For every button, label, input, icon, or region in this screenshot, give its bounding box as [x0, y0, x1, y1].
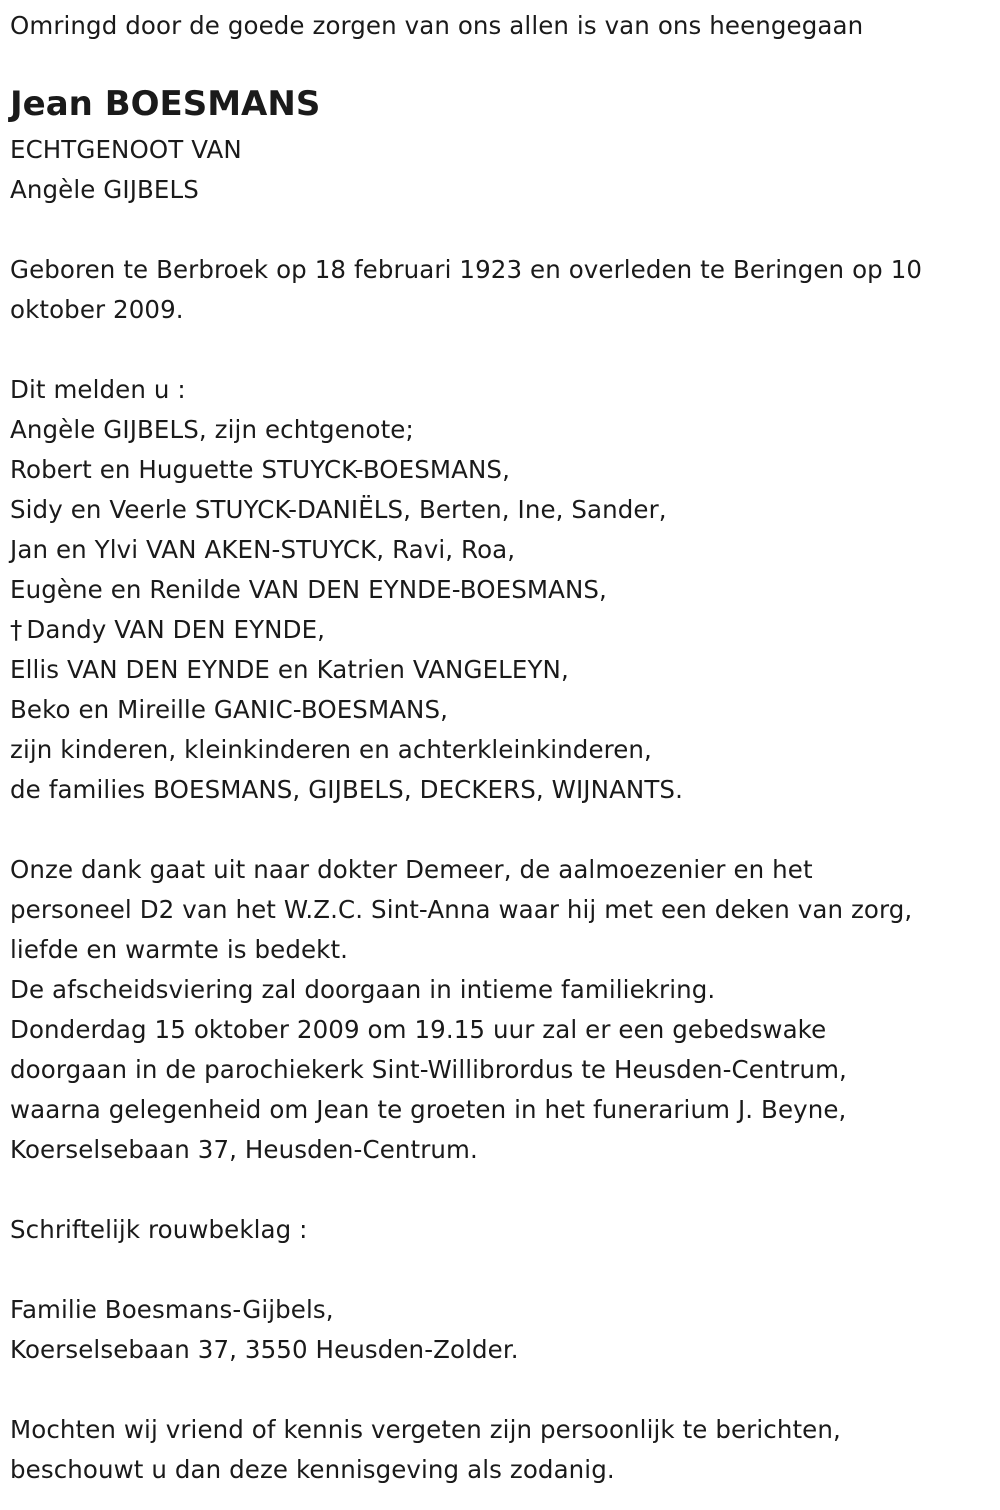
birth-death-line: oktober 2009. [10, 295, 184, 324]
spouse-label: ECHTGENOOT VAN [10, 135, 242, 164]
thanks-line: waarna gelegenheid om Jean te groeten in het funerarium J. Beyne, [10, 1095, 847, 1124]
deceased-relative-name: Dandy VAN DEN EYNDE, [26, 615, 326, 644]
announcer-line: Beko en Mireille GANIC-BOESMANS, [10, 695, 449, 724]
death-notice [10, 0, 995, 1490]
spacer [10, 1370, 995, 1410]
intro-text: Omringd door de goede zorgen van ons allen is van ons heengegaan [10, 11, 864, 40]
closing-line: beschouwt u dan deze kennisgeving als zodanig. [10, 1455, 615, 1484]
address-line: Koerselsebaan 37, 3550 Heusden-Zolder. [10, 1335, 519, 1364]
thanks-line: Onze dank gaat uit naar dokter Demeer, de aalmoezenier en het [10, 855, 813, 884]
thanks-line: Koerselsebaan 37, Heusden-Centrum. [10, 1135, 478, 1164]
announcer-line: Eugène en Renilde VAN DEN EYNDE-BOESMANS, [10, 575, 607, 604]
announcer-line: de families BOESMANS, GIJBELS, DECKERS, WIJNANTS. [10, 775, 683, 804]
spouse-name: Angèle GIJBELS [10, 175, 199, 204]
announcer-line: Jan en Ylvi VAN AKEN-STUYCK, Ravi, Roa, [10, 535, 516, 564]
spacer [10, 210, 995, 250]
announcer-line: Ellis VAN DEN EYNDE en Katrien VANGELEYN, [10, 655, 569, 684]
birth-death-line: Geboren te Berbroek op 18 februari 1923 en overleden te Beringen op 10 [10, 255, 923, 284]
spacer [10, 1170, 995, 1210]
thanks-line: Donderdag 15 oktober 2009 om 19.15 uur zal er een gebedswake [10, 1015, 827, 1044]
announcer-line: Sidy en Veerle STUYCK-DANIËLS, Berten, Ine, Sander, [10, 495, 667, 524]
deceased-relative-line [10, 610, 995, 650]
announcer-line: Robert en Huguette STUYCK-BOESMANS, [10, 455, 510, 484]
spacer [10, 810, 995, 850]
cross-icon: † [10, 615, 23, 644]
condolence-header: Schriftelijk rouwbeklag : [10, 1215, 308, 1244]
thanks-line: De afscheidsviering zal doorgaan in intieme familiekring. [10, 975, 716, 1004]
deceased-name: Jean BOESMANS [10, 84, 321, 124]
spacer [10, 330, 995, 370]
thanks-line: liefde en warmte is bedekt. [10, 935, 349, 964]
announcer-line: Angèle GIJBELS, zijn echtgenote; [10, 415, 414, 444]
thanks-line: personeel D2 van het W.Z.C. Sint-Anna waar hij met een deken van zorg, [10, 895, 913, 924]
spacer [10, 1250, 995, 1290]
announcer-line: zijn kinderen, kleinkinderen en achterkleinkinderen, [10, 735, 652, 764]
address-line: Familie Boesmans-Gijbels, [10, 1295, 334, 1324]
announcers-header: Dit melden u : [10, 375, 186, 404]
thanks-line: doorgaan in de parochiekerk Sint-Willibrordus te Heusden-Centrum, [10, 1055, 847, 1084]
closing-line: Mochten wij vriend of kennis vergeten zijn persoonlijk te berichten, [10, 1415, 841, 1444]
